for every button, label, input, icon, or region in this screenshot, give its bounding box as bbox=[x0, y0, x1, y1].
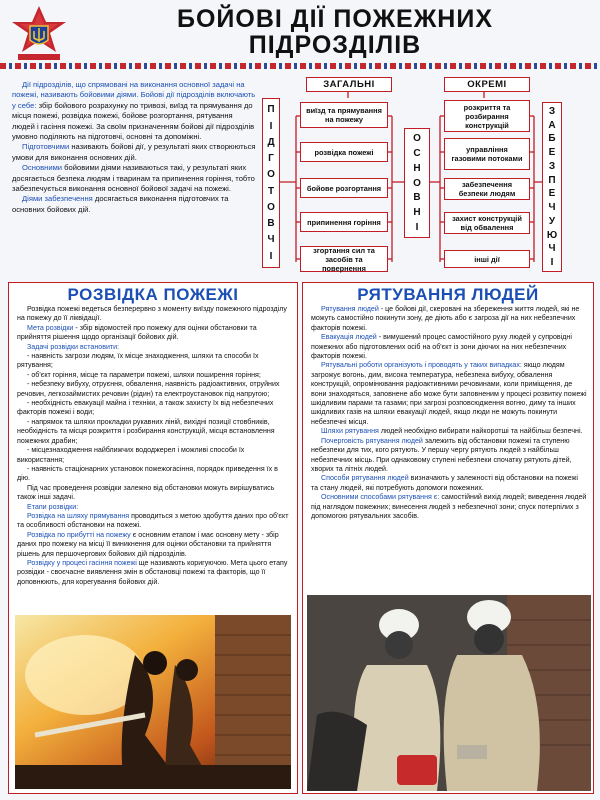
separate-item-1: розкриття та розбирання конструкцій bbox=[444, 100, 530, 132]
letter: Н bbox=[413, 207, 421, 219]
letter: Ч bbox=[267, 234, 275, 246]
letter: В bbox=[267, 218, 275, 230]
term-rescue-order: Почерговість рятування людей bbox=[321, 436, 423, 445]
intro-paragraph-2 bbox=[12, 142, 257, 163]
rescue-title: РЯТУВАННЯ ЛЮДЕЙ bbox=[357, 285, 539, 304]
intro-paragraph-3 bbox=[12, 163, 257, 194]
page-title bbox=[80, 6, 590, 58]
letter: І bbox=[415, 222, 419, 234]
fire-scene-image bbox=[15, 615, 291, 789]
letter: С bbox=[413, 147, 421, 159]
header-general: ЗАГАЛЬНІ bbox=[306, 77, 392, 92]
recon-p6-text: проводиться з метою здобуття даних про об'єкт та особливості обстановки на пожежі. bbox=[17, 511, 289, 530]
rescue-p6 bbox=[311, 474, 587, 493]
recon-task: - напрямок та шляхи прокладки рукавних ліній, вихідні позиції стовбників, необхідність та місця розкриття і розбирання конструкцій, місця встановлення пожежних драбин; bbox=[17, 417, 275, 445]
recon-task: - місцезнаходження найближчих вододжерел і можливі способи їх використання; bbox=[17, 446, 245, 464]
term-main: Основними bbox=[22, 163, 63, 173]
recon-p7-text: є основним етапом і має основну мету - збір даних про пожежу на місці її виникнення для оцінки обстановки та прийняття рішень для першочергових бойових дій підрозділів. bbox=[17, 530, 279, 558]
term-stage-3: Розвідку у процесі гасіння пожежі bbox=[27, 558, 137, 567]
letter: Т bbox=[267, 185, 275, 197]
letter: Г bbox=[268, 153, 274, 165]
label-support bbox=[542, 102, 562, 272]
letter: Н bbox=[413, 162, 421, 174]
term-rescue-paths: Шляхи рятування bbox=[321, 427, 379, 436]
term-recon-goal: Мета розвідки bbox=[27, 323, 74, 332]
rescue-text bbox=[311, 305, 587, 521]
intro-highlight-2: Бойові дії підрозділів включають у себе: bbox=[12, 90, 256, 110]
title-line-2: ПІДРОЗДІЛІВ bbox=[248, 31, 422, 59]
recon-p2-text: - збір відомостей про пожежу для оцінки обстановки та прийняття рішення щодо організації бойових дій. bbox=[17, 323, 257, 342]
letter: Е bbox=[548, 188, 556, 200]
rescue-p2 bbox=[311, 333, 587, 361]
term-rescue: Рятування людей bbox=[321, 305, 379, 313]
letter: О bbox=[267, 201, 275, 213]
term-stage-1: Розвідка на шляху прямування bbox=[27, 511, 130, 520]
term-stage-2: Розвідка по прибутті на пожежу bbox=[27, 530, 131, 539]
rescue-p7-text: самостійний вихід людей; виведення людей під наглядом пожежних; винесення людей з небезпечної зони; спуск потерпілих з допомогою рятувальних засобів. bbox=[311, 493, 587, 520]
rescue-p5 bbox=[311, 437, 587, 475]
recon-p7 bbox=[17, 531, 291, 559]
separate-item-3: забезпечення безпеки людям bbox=[444, 178, 530, 200]
term-evacuation: Евакуація людей bbox=[321, 333, 377, 342]
letter: У bbox=[548, 215, 556, 227]
label-preparatory bbox=[262, 98, 280, 268]
header-separate: ОКРЕМІ bbox=[444, 77, 530, 92]
recon-task: - небезпеку вибуху, отруєння, обвалення, наявність радіоактивних, отруйних речовин, легкозаймистих речовин (рідин) та електроустановок під напругою; bbox=[17, 380, 280, 398]
letter: П bbox=[267, 104, 275, 116]
intro-body-4: досягається виконання підготовчих та основних бойових дій. bbox=[12, 194, 229, 214]
rescue-p1 bbox=[311, 305, 587, 333]
recon-p4: Під час проведення розвідки залежно від обстановки можуть вирішуватись також інші задачі. bbox=[17, 483, 275, 502]
rescue-p3-text: якщо людям загрожує вогонь, дим, висока температура, небезпека вибуху, обвалення конструкцій, опромінювання радіоактивними речовинами, коли приміщення, де вони знаходяться, заповнене або може бути заповненим у процесі розвитку пожежі шкідливим парами та газами; при загрозі розповсюдження вогню, диму та інших шкідливих газів на шляхи евакуації людей, якщо люди не можуть покинути небезпечні місця. bbox=[311, 361, 587, 426]
recon-task: - наявність стаціонарних установок пожежогасіння, порядок приведення їх в дію. bbox=[17, 464, 278, 483]
letter: Ч bbox=[548, 243, 556, 255]
rescue-scene-image bbox=[307, 595, 591, 791]
term-preparatory: Підготовчими bbox=[22, 142, 70, 152]
intro-text bbox=[12, 80, 257, 215]
letter: Ч bbox=[548, 202, 556, 214]
recon-stages-heading: Етапи розвідки: bbox=[27, 502, 79, 511]
recon-title: РОЗВІДКА ПОЖЕЖІ bbox=[67, 285, 239, 304]
intro-highlight: Дії підрозділів, що спрямовані на виконання основної задачі на пожежі, називають бойовими діями. bbox=[12, 80, 245, 100]
letter: З bbox=[548, 105, 556, 117]
rescue-p4 bbox=[311, 427, 587, 436]
letter: Е bbox=[548, 147, 556, 159]
combat-actions-diagram bbox=[258, 72, 596, 278]
rescue-p3 bbox=[311, 361, 587, 427]
label-main bbox=[404, 128, 430, 238]
recon-text bbox=[17, 305, 291, 587]
rescue-p4-text: людей необхідно вибирати найкоротші та найбільш безпечні. bbox=[378, 427, 583, 436]
title-line-1: БОЙОВІ ДІЇ ПОЖЕЖНИХ bbox=[176, 5, 494, 33]
term-main-methods: Основними способами рятування є: bbox=[321, 493, 440, 502]
firefighters-photo-1 bbox=[15, 615, 291, 789]
recon-p8 bbox=[17, 559, 291, 587]
emblem-icon bbox=[12, 6, 66, 64]
general-item-3: бойове розгортання bbox=[300, 178, 388, 198]
term-rescue-methods: Способи рятування людей bbox=[321, 474, 409, 483]
general-item-2: розвідка пожежі bbox=[300, 142, 388, 162]
letter: П bbox=[548, 174, 556, 186]
letter: Д bbox=[267, 136, 275, 148]
recon-p8-text: ще називають коригуючою. Мета цього етапу розвідки - своєчасне виявлення змін в обстановці пожежі та факторів, що її доповнюють, для корегування бойових дій. bbox=[17, 558, 288, 586]
intro-paragraph-4 bbox=[12, 194, 257, 215]
recon-p2 bbox=[17, 324, 291, 343]
recon-p1: Розвідка пожежі ведеться безперервно з моменту виїзду пожежного підрозділу на пожежу до її ліквідації. bbox=[17, 305, 287, 323]
letter: З bbox=[548, 160, 556, 172]
firefighters-photo-2 bbox=[307, 595, 591, 791]
letter: О bbox=[413, 177, 421, 189]
intro-body: збір бойового розрахунку по тривозі, виїзд та прямування до місця пожежі, розвідка пожежі, бойове розгортання, рятування людей і гасіння пожежі. За своїм призначенням бойові дії підрозділів умовно поділяють на підготовчі, основні та допоміжні. bbox=[12, 100, 255, 142]
letter: А bbox=[548, 119, 556, 131]
letter: О bbox=[267, 169, 275, 181]
rescue-panel bbox=[302, 282, 594, 794]
separate-item-2: управління газовими потоками bbox=[444, 138, 530, 170]
letter: Б bbox=[548, 133, 556, 145]
intro-body-3: бойовими діями називаються такі, у результаті яких досягається безпека людям і тваринам та припинення горіння, тобто забезпечується виконання основної бойової задачі на пожежі. bbox=[12, 163, 255, 194]
recon-p6 bbox=[17, 512, 291, 531]
recon-task: - об'єкт горіння, місце та параметри пожежі, шляхи поширення горіння; bbox=[27, 370, 261, 379]
letter: О bbox=[413, 132, 421, 144]
term-rescue-cases: Рятувальні роботи організують і проводять у таких випадках: bbox=[321, 361, 522, 370]
letter: В bbox=[413, 192, 421, 204]
rescue-p7 bbox=[311, 493, 587, 521]
recon-panel bbox=[8, 282, 298, 794]
term-support: Діями забезпечення bbox=[22, 194, 93, 204]
separate-item-5: інші дії bbox=[444, 250, 530, 268]
ornament-band bbox=[0, 63, 600, 69]
letter: Ю bbox=[546, 229, 558, 241]
intro-paragraph-1 bbox=[12, 80, 257, 142]
rescue-p1-text: - це бойові дії, скеровані на збереження життя людей, які не можуть самостійно покинути зону, де діють або є загроза дії на них небезпечних факторів пожежі. bbox=[311, 305, 580, 332]
intro-body-2: називають бойові дії, у результаті яких створюються умови для виконання основних дій. bbox=[12, 142, 256, 162]
rescue-p2-text: - вимушений процес самостійного руху людей у супровідні пожежних або підготовлених осіб на об'єкт із зони діючих на них небезпечних факторів пожежі. bbox=[311, 333, 572, 361]
letter: І bbox=[269, 250, 273, 262]
recon-tasks-heading: Задачі розвідки встановити: bbox=[27, 342, 120, 351]
letter: І bbox=[269, 120, 273, 132]
recon-task: - необхідність евакуації майна і техніки, а також захисту їх від небезпечних факторів пожежі і води; bbox=[17, 399, 274, 417]
general-item-5: згортання сил та засобів та повернення bbox=[300, 246, 388, 272]
general-item-1: виїзд та прямування на пожежу bbox=[300, 102, 388, 128]
letter: І bbox=[550, 257, 554, 269]
general-item-4: припинення горіння bbox=[300, 212, 388, 232]
separate-item-4: захист конструкцій від обвалення bbox=[444, 212, 530, 234]
recon-task: - наявність загрози людям, їх місце знаходження, шляхи та способи їх рятування; bbox=[17, 352, 259, 370]
rescue-p5-text: залежить від обстановки пожежі та ступеню небезпеки для тих, кого рятують. У першу чергу рятують людей з найбільш небезпечних місць. При однаковому ступені небезпеки спочатку рятують дітей, хворих та літніх людей. bbox=[311, 436, 572, 473]
rescue-p6-text: визначають у залежності від обстановки на пожежі та стану людей, які потребують допомоги пожежних. bbox=[311, 474, 578, 492]
